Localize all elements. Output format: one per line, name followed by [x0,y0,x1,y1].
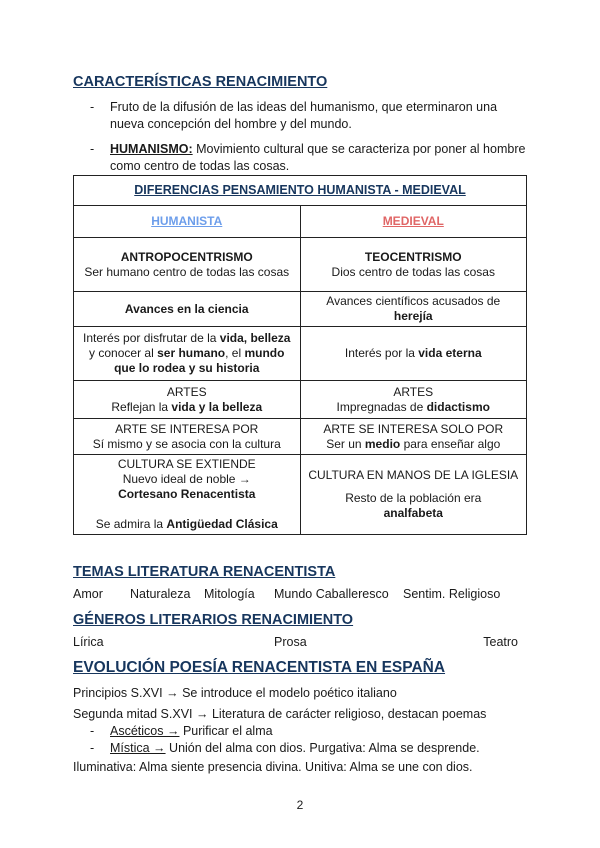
cell-text [307,400,521,415]
cell-text: Avances científicos acusados de [326,294,501,308]
cell-title: ARTE SE INTERESA POR [115,421,259,436]
table-cell [74,419,301,455]
cell-text: Ser un [326,436,365,451]
table-cell: Avances en la ciencia [74,292,301,327]
column-header-medieval: MEDIEVAL [300,206,527,238]
table-cell [74,238,301,292]
list-item: Mitología [204,587,255,601]
cell-title: ARTES [166,384,207,399]
asceticos-text: Purificar el alma [179,724,273,738]
cell-spacer [80,502,294,517]
cell-title: CULTURA EN MANOS DE LA IGLESIA [308,468,519,482]
table-row [74,419,527,455]
cell-text: , el [225,346,245,360]
evolution-line: Principios S.XVI → Se introduce el modelo poético italiano [73,686,397,700]
humanismo-definition: Movimiento cultural que se caracteriza por poner al hombre como centro de todas las cosas. [110,142,526,173]
cell-text: Reflejan la [111,399,172,414]
cell-spacer [307,483,521,491]
cell-text: Se admira la [95,517,167,531]
cell-bold: analfabeta [383,506,443,520]
sub-bullet-text [110,741,480,755]
table-cell [300,455,527,535]
cell-text: Sí mismo y se asocia con la cultura [92,436,281,451]
cell-bold: Cortesano Renacentista [118,487,256,501]
table-row [74,327,527,381]
cell-text [80,517,294,532]
column-header-humanista: HUMANISTA [74,206,301,238]
bullet-text: Fruto de la difusión de las ideas del humanismo, que eterminaron una nueva concepción del hombre y del mundo. [110,100,498,131]
table-row [74,238,527,292]
cell-title: ANTROPOCENTRISMO [120,249,253,264]
cell-bold: didactismo [426,399,490,414]
cell-text: y conocer al [89,346,158,360]
cell-title: TEOCENTRISMO [364,249,462,264]
evolution-line: Iluminativa: Alma siente presencia divina. Unitiva: Alma se une con dios. [73,760,473,774]
bullet-text [110,141,530,175]
list-item: Naturaleza [130,587,191,601]
cell-text: Interés por disfrutar de la [83,331,220,345]
page-number: 2 [296,798,304,812]
asceticos-term: Ascéticos → [110,724,180,738]
table-cell [74,381,301,419]
list-item: Lírica [73,635,104,649]
cell-bold: ser humano [157,346,226,360]
table-row [74,381,527,419]
cell-bold: Antigüedad Clásica [166,517,278,531]
humanismo-term: HUMANISMO: [110,142,193,156]
list-item: Prosa [274,635,307,649]
differences-table [73,175,527,535]
evolution-heading: EVOLUCIÓN POESÍA RENACENTISTA EN ESPAÑA [73,659,446,676]
cell-title: CULTURA SE EXTIENDE [117,457,256,471]
list-item: Sentim. Religioso [403,587,501,601]
table-cell [300,238,527,292]
cell-text: Interés por la [344,346,419,360]
cell-title: ARTES [393,384,434,399]
cell-bold: vida, belleza [219,331,291,345]
table-row [74,455,527,535]
cell-text: Nuevo ideal de noble → [122,472,251,486]
bullet-dash: - [90,741,95,755]
bullet-dash: - [90,100,95,114]
table-cell [300,381,527,419]
cell-bold: medio [364,436,401,451]
list-item: Amor [73,587,103,601]
table-cell [74,327,301,381]
themes-heading: TEMAS LITERATURA RENACENTISTA [73,564,336,580]
table-title: DIFERENCIAS PENSAMIENTO HUMANISTA - MEDIEVAL [74,176,527,206]
sub-bullet-text [110,724,273,738]
cell-bold: vida y la belleza [171,399,263,414]
table-cell [300,292,527,327]
cell-bold: herejía [393,309,433,323]
bullet-dash: - [90,724,95,738]
cell-text: Ser humano centro de todas las cosas [84,264,290,279]
cell-title: ARTE SE INTERESA SOLO POR [323,421,504,436]
table-cell [300,419,527,455]
list-item: Mundo Caballeresco [274,587,389,601]
cell-text [307,437,521,452]
table-cell [74,455,301,535]
cell-text: Resto de la población era [345,491,482,505]
table-cell [300,327,527,381]
characteristics-heading: CARACTERÍSTICAS RENACIMIENTO [73,74,328,90]
table-row [74,292,527,327]
mistica-text: Unión del alma con dios. Purgativa: Alma se desprende. [165,741,480,755]
cell-text: para enseñar algo [400,436,501,451]
bullet-dash: - [90,142,95,156]
cell-text [80,400,294,415]
cell-text: Dios centro de todas las cosas [331,264,495,279]
mistica-term: Mística → [110,741,166,755]
cell-bold: vida eterna [418,346,482,360]
cell-bold: mundo que lo rodea y su historia [114,346,285,375]
cell-text: Impregnadas de [336,399,427,414]
genres-heading: GÉNEROS LITERARIOS RENACIMIENTO [73,612,354,628]
list-item: Teatro [483,635,518,649]
evolution-line: Segunda mitad S.XVI → Literatura de carácter religioso, destacan poemas [73,707,487,721]
